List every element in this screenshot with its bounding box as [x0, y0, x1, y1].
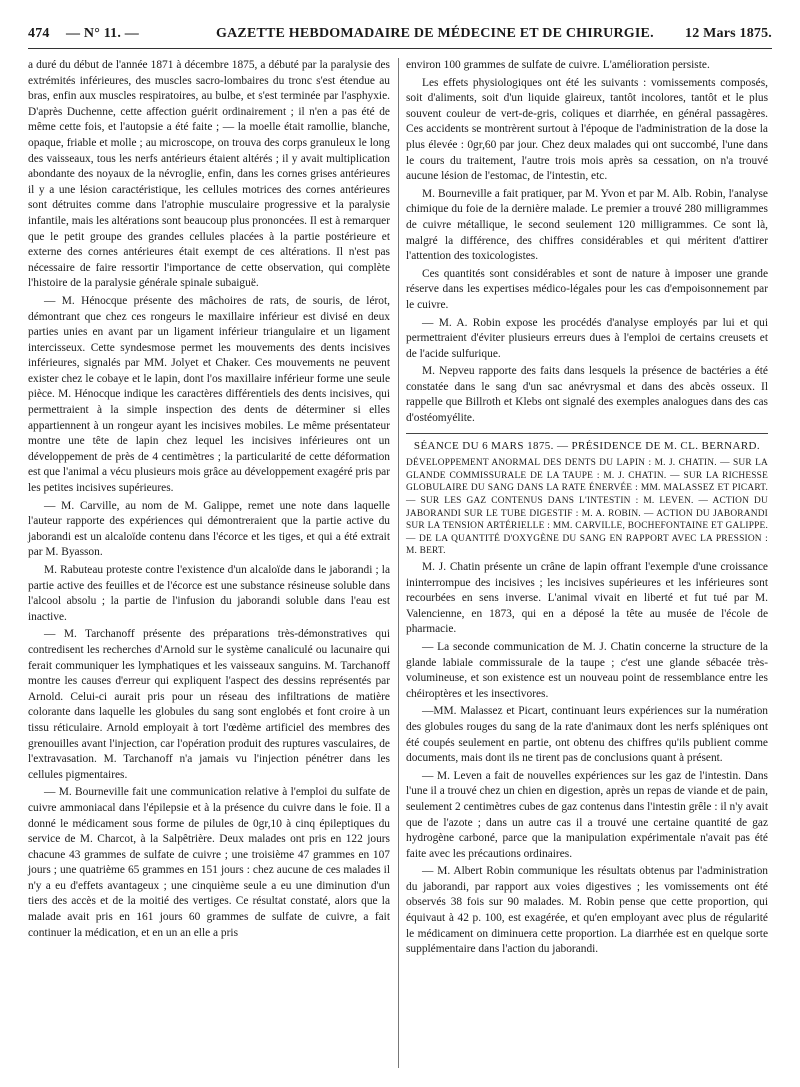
left-column — [28, 58, 390, 941]
paragraph: M. J. Chatin présente un crâne de lapin offrant l'exemple d'une croissance ininterrompue des incisives ; les incisives supérieures et les inférieures sont recourbées en sens inverse. L'animal vivait en liberté et fut tué par M. Valencienne, en 1873, qui en a déposé la tête au musée de l'école de pharmacie. — [406, 561, 768, 636]
paragraph: — M. Tarchanoff présente des préparations très-démonstratives qui contredisent les recherches d'Arnold sur le système canaliculé ou lacunaire qui ferait communiquer les lymphatiques et les vaisseaux sanguins. M. Tarchanoff montre les causes d'erreur qui expliquent l'aspect des dessins représentés par Arnold. Celui-ci aurait pris pour un réseau des infiltrations de matière colorante dans laquelle les globules du sang sont englobés et font croire à un tissu réticulaire. Arnold employait à tort l'œdème artificiel des membres des grenouilles avant l'injection, car l'opération produit des ruptures vasculaires, de l'extravasation. M. Tarchanoff n'a jamais vu l'injection pénétrer dans les cellules pigmentaires. — [28, 628, 390, 781]
right-column — [406, 58, 768, 958]
paragraph: — M. Bourneville fait une communication relative à l'emploi du sulfate de cuivre ammoniacal dans l'épilepsie et à la présence du cuivre dans le foie. Il a donné le médicament sous forme de pilules de 0gr,10 à cinq épileptiques du service de M. Charcot, à la Salpêtrière. Deux malades ont pris en 122 jours chacune 43 grammes de sulfate de cuivre ; une troisième 47 grammes en 107 jours ; une quatrième 65 grammes en 151 jours : chez aucune de ces malades il n'y a eu d'effets avantageux ; une cinquième seule a eu une diminution d'un tiers des accès et de la moitié des vertiges. Ce résultat constaté, alors que la malade avait pris en 161 jours 60 grammes de sulfate de cuivre, a fait continuer la médication, et en un an elle a pris — [28, 786, 390, 939]
paragraph: — M. Leven a fait de nouvelles expériences sur les gaz de l'intestin. Dans l'une il a trouvé chez un chien en digestion, après un repas de viande et de pain, seulement 2 centimètres cubes de gaz contenus dans l'intestin grêle : il n'y avait que de l'azote ; dans un autre cas il a trouvé une certaine quantité de gaz hydrogène carboné, parce que la manipulation expérimentale n'avait pas été faite avec les précautions ordinaires. — [406, 769, 768, 860]
header-rule — [28, 48, 772, 49]
paragraph: —MM. Malassez et Picart, continuant leurs expériences sur la numération des globules rouges du sang de la rate d'animaux dont les nerfs spléniques ont été coupés seulement en partie, ont obtenu des chiffres qu'ils publient comme documents, mais dont ils ne tirent pas de conclusions quant à présent. — [406, 705, 768, 765]
paragraph: Ces quantités sont considérables et sont de nature à imposer une grande réserve dans les expertises médico-légales pour les cas d'empoisonnement par le cuivre. — [406, 267, 768, 311]
paragraph: — M. Albert Robin communique les résultats obtenus par l'administration du jaborandi, par rapport aux voies digestives ; les vomissements ont été observés 38 fois sur 90 malades. M. Robin pense que cette proportion, qui équivaut à 42 p. 100, est exagérée, et qu'en employant avec plus de régularité le médicament on diminuera cette proportion. La diarrhée est en quelque sorte supplémentaire dans l'action du jaborandi. — [406, 865, 768, 956]
page-header — [28, 26, 772, 48]
paragraph: environ 100 grammes de sulfate de cuivre. L'amélioration persiste. — [406, 59, 710, 71]
paragraph: M. Rabuteau proteste contre l'existence d'un alcaloïde dans le jaborandi ; la partie active des feuilles et de l'écorce est une substance résineuse soluble dans l'alcool absolu ; la partie de l'infusion du jaborandi soluble dans l'eau est inactive. — [28, 564, 390, 623]
paragraph: Les effets physiologiques ont été les suivants : vomissements composés, soit d'aliments, soit d'un liquide glaireux, tantôt incolores, tantôt et le plus souvent couleur de vert-de-gris, coliques et diarrhée, en général passagères. Ces accidents se montrèrent surtout à l'époque de l'administration de la dose la plus élevée : 0gr,60 par jour. Chez deux malades qui ont succombé, l'une dans le cours du traitement, l'autre trois mois après sa cessation, on n'a trouvé aucune lésion de l'estomac, de l'intestin, etc. — [406, 76, 768, 183]
paragraph: — M. Hénocque présente des mâchoires de rats, de souris, de lérot, démontrant que chez ces rongeurs le maxillaire inférieur est divisé en deux parties unies en avant par un ligament inférieur triangulaire et un ligament intercisseux. Cette syndesmose permet les mouvements des dents incisives inférieures, signalés par MM. Jolyet et Chaker. Ces mouvements ne peuvent exister chez le cobaye et le lapin, dont l'os maxillaire inférieur forme une seule pièce. M. Hénocque indique les caractères différentiels des dents incisives, qui permettraient à la simple inspection des dents de déterminer si elles appartiennent à un rongeur ayant les incisives mobiles. Le même présentateur montre une tête de lapin chez lequel les incisives inférieures ont un développement de près de 4 centimètres ; la particularité de cette déformation est que l'animal a vécu plusieurs mois grâce au développement exagéré pris par les petites incisives supérieures. — [28, 294, 390, 495]
paragraph: M. Nepveu rapporte des faits dans lesquels la présence de bactéries a été constatée dans le sang d'un sac anévrysmal et dans des abcès osseux. Il rappelle que Billroth et Klebs ont signalé des exemples analogues dans des cas d'ostéomyélite. — [406, 365, 768, 425]
page-number: 474 — [28, 26, 50, 41]
paragraph: — M. Carville, au nom de M. Galippe, remet une note dans laquelle l'auteur rapporte des expériences qui démontreraient que la partie active du jaborandi est un alcaloïde contenu dans l'écorce et les tiges, et qui a été extrait par M. Byasson. — [28, 499, 390, 559]
paragraph: — M. A. Robin expose les procédés d'analyse employés par lui et qui permettraient d'éviter plusieurs erreurs dues à l'emploi de certains creusets et de l'acide sulfurique. — [406, 316, 768, 360]
paragraph: M. Bourneville a fait pratiquer, par M. Yvon et par M. Alb. Robin, l'analyse chimique du foie de la dernière malade. Le premier a trouvé 280 milligrammes de cuivre métallique, le second seulement 120 milligrammes. Ce sont là, malgré la différence, des chiffres considérables et qui méritent d'attirer l'attention des toxicologistes. — [406, 187, 768, 263]
session-block — [406, 433, 768, 558]
column-separator — [398, 58, 399, 1068]
issue-date: 12 Mars 1875. — [685, 26, 772, 41]
session-title: SÉANCE DU 6 MARS 1875. — PRÉSIDENCE DE M. CL. BERNARD. — [413, 439, 761, 452]
journal-title: GAZETTE HEBDOMADAIRE DE MÉDECINE ET DE CHIRURGIE. — [216, 26, 654, 41]
paragraph: a duré du début de l'année 1871 à décembre 1875, a débuté par la paralysie des extrémités inférieures, des muscles sacro-lombaires du tronc s'est étendue au bras, enfin aux muscles respiratoires, au bulbe, et s'est terminée par l'asphyxie. D'après Duchenne, cette affection guérit ordinairement ; il n'en a pas été de même cette fois, et l'autopsie a été faite ; — la moelle était ramollie, blanche, opaque, friable et molle ; au microscope, on trouva des corps granuleux le long des vaisseaux, tous les nerfs antérieurs étaient altérés ; il y avait multiplication abondante des noyaux de la névroglie, enfin, dans les cornes grises antérieures il y a une lésion caractéristique, les cellules motrices des cornes antérieures sont détruites comme dans l'atrophie musculaire progressive et la paralysie infantile, mais les altérations sont beaucoup plus prononcées. Il est à remarquer que le petit groupe des grandes cellules placées à la partie postérieure et externe des cornes antérieures était exempt de ces altérations. Il n'est pas nécessaire de faire ressortir l'importance de cette observation, qui complète l'histoire de la paralysie générale spinale subaiguë. — [28, 59, 390, 290]
session-summary: DÉVELOPPEMENT ANORMAL DES DENTS DU LAPIN : M. J. CHATIN. — SUR LA GLANDE COMMISSURALE DE LA TAUPE : M. J. CHATIN. — SUR LA RICHESSE GLOBULAIRE DU SANG DANS LA RATE ÉNERVÉE : MM. MALASSEZ ET PICART. — SUR LES GAZ CONTENUS DANS L'INTESTIN : M. LEVEN. — ACTION DU JABORANDI SUR LE TUBE DIGESTIF : M. A. ROBIN. — ACTION DU JABORANDI SUR LA TENSION ARTÉRIELLE : MM. CARVILLE, BOCHEFONTAINE ET GALIPPE. — DE LA QUANTITÉ D'OXYGÈNE DU SANG EN RAPPORT AVEC LA PRESSION : M. BERT. — [406, 458, 768, 557]
issue-number: — N° 11. — — [66, 26, 139, 41]
paragraph: — La seconde communication de M. J. Chatin concerne la structure de la glande labiale commissurale de la taupe ; c'est une glande sébacée très-volumineuse, et son existence est un nouveau point de ressemblance entre les chéiroptères et les insectivores. — [406, 640, 768, 700]
